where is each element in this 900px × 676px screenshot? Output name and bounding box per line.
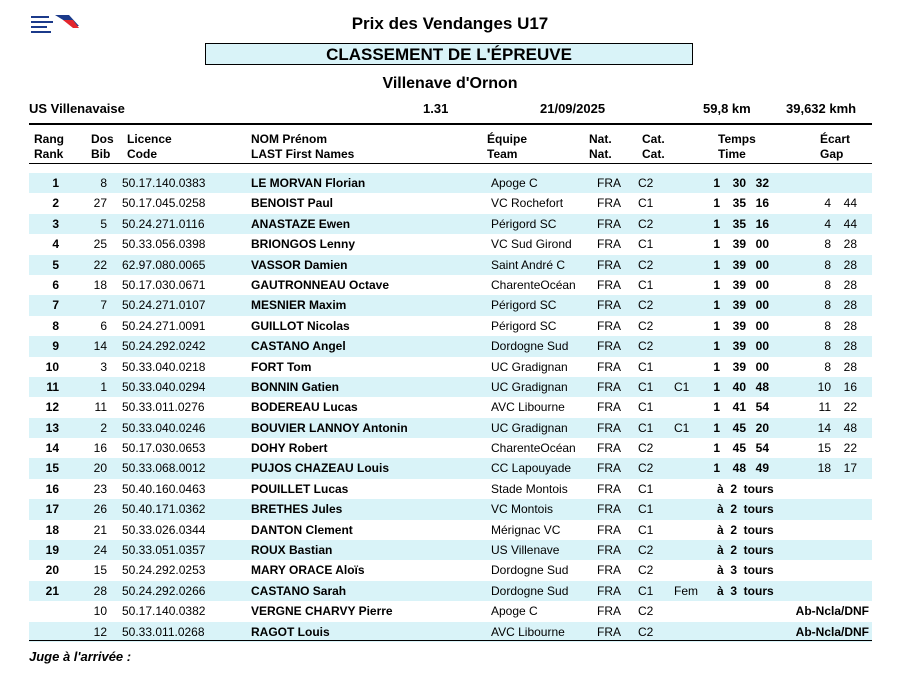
table-row	[29, 479, 872, 499]
bib-cell: 25	[93, 237, 107, 252]
table-row	[29, 295, 872, 315]
bib-cell: 28	[93, 583, 107, 598]
licence-cell: 50.24.271.0091	[122, 318, 206, 333]
bib-cell: 11	[94, 400, 107, 415]
name-cell: PUJOS CHAZEAU Louis	[251, 461, 390, 476]
col-equipe: Équipe Team	[487, 132, 528, 161]
table-row	[29, 499, 872, 519]
bib-cell: 26	[93, 502, 107, 517]
team-cell: US Villenave	[491, 543, 560, 558]
time-seconds-cell: 16	[755, 196, 769, 211]
organizer-club: US Villenavaise	[29, 101, 125, 116]
cat-cell: C1	[638, 277, 654, 292]
table-row	[29, 540, 872, 560]
licence-cell: 50.17.030.0671	[122, 277, 206, 292]
name-cell: MARY ORACE Aloïs	[251, 563, 365, 578]
licence-cell: 50.24.271.0116	[122, 216, 205, 231]
nat-cell: FRA	[597, 441, 621, 456]
name-cell: BENOIST Paul	[251, 196, 334, 211]
laps-behind-cell: à 3 tours	[717, 563, 774, 578]
gap-seconds-cell: 28	[843, 318, 857, 333]
licence-cell: 50.33.026.0344	[122, 522, 206, 537]
licence-cell: 50.33.068.0012	[122, 461, 206, 476]
table-row	[29, 357, 872, 377]
col-nat: Nat. Nat.	[589, 132, 612, 161]
licence-cell: 50.33.040.0246	[122, 420, 206, 435]
name-cell: BOUVIER LANNOY Antonin	[251, 420, 408, 435]
rank-cell: 12	[45, 400, 59, 415]
page-title: Prix des Vendanges U17	[351, 14, 549, 33]
name-cell: BRIONGOS Lenny	[251, 237, 356, 252]
time-hours-cell: 1	[713, 277, 720, 292]
gap-minutes-cell: 8	[824, 237, 831, 252]
rank-cell: 19	[45, 543, 59, 558]
gap-minutes-cell: 8	[824, 298, 831, 313]
team-cell: Périgord SC	[491, 318, 557, 333]
team-cell: AVC Libourne	[491, 400, 565, 415]
licence-cell: 50.17.045.0258	[122, 196, 206, 211]
gap-minutes-cell: 4	[824, 216, 831, 231]
table-row	[29, 275, 872, 295]
column-header-rule	[29, 163, 872, 164]
nat-cell: FRA	[597, 502, 621, 517]
table-row	[29, 601, 872, 621]
team-cell: Stade Montois	[491, 481, 568, 496]
licence-cell: 62.97.080.0065	[122, 257, 206, 272]
time-hours-cell: 1	[713, 441, 720, 456]
team-cell: VC Sud Girond	[491, 237, 572, 252]
bib-cell: 12	[93, 624, 107, 639]
col-nom: NOM Prénom LAST First Names	[251, 132, 355, 161]
nat-cell: FRA	[597, 196, 621, 211]
laps-behind-cell: à 2 tours	[717, 522, 774, 537]
time-seconds-cell: 49	[755, 461, 769, 476]
cat-cell: C2	[638, 216, 654, 231]
team-cell: UC Gradignan	[491, 359, 568, 374]
gap-seconds-cell: 44	[843, 216, 857, 231]
nat-cell: FRA	[597, 604, 621, 619]
bib-cell: 15	[93, 563, 107, 578]
team-cell: CharenteOcéan	[491, 277, 576, 292]
table-row	[29, 255, 872, 275]
gap-seconds-cell: 28	[843, 237, 857, 252]
time-minutes-cell: 48	[732, 461, 746, 476]
team-cell: AVC Libourne	[491, 624, 565, 639]
nat-cell: FRA	[597, 420, 621, 435]
rank-cell: 11	[46, 379, 59, 394]
nat-cell: FRA	[597, 359, 621, 374]
licence-cell: 50.40.171.0362	[122, 502, 206, 517]
gap-seconds-cell: 16	[843, 379, 857, 394]
bib-cell: 18	[93, 277, 107, 292]
bib-cell: 16	[93, 441, 107, 456]
time-seconds-cell: 00	[755, 298, 769, 313]
rank-cell: 13	[45, 420, 59, 435]
col-rang: Rang Rank	[34, 132, 64, 161]
nat-cell: FRA	[597, 277, 621, 292]
table-row	[29, 377, 872, 397]
average-speed: 39,632 kmh	[786, 101, 857, 116]
licence-cell: 50.33.051.0357	[122, 543, 206, 558]
team-cell: Apoge C	[491, 604, 538, 619]
table-row	[29, 193, 872, 213]
cat-cell: C1	[638, 583, 654, 598]
name-cell: BRETHES Jules	[251, 502, 343, 517]
cat-cell: C1	[638, 420, 654, 435]
bib-cell: 2	[100, 420, 107, 435]
time-hours-cell: 1	[713, 298, 720, 313]
team-cell: VC Montois	[491, 502, 554, 517]
rank-cell: 17	[45, 502, 59, 517]
results-table	[29, 173, 872, 642]
gap-minutes-cell: 8	[824, 359, 831, 374]
laps-behind-cell: à 2 tours	[717, 502, 774, 517]
team-cell: Dordogne Sud	[491, 583, 569, 598]
bib-cell: 5	[100, 216, 107, 231]
nat-cell: FRA	[597, 481, 621, 496]
time-minutes-cell: 39	[732, 298, 746, 313]
cat-cell: C1	[638, 196, 654, 211]
table-row	[29, 173, 872, 193]
nat-cell: FRA	[597, 522, 621, 537]
cat-cell: C2	[638, 461, 654, 476]
gap-seconds-cell: 28	[843, 359, 857, 374]
time-hours-cell: 1	[713, 176, 720, 190]
bib-cell: 6	[100, 318, 107, 333]
race-distance: 59,8 km	[703, 101, 751, 116]
nat-cell: FRA	[597, 216, 621, 231]
table-row	[29, 214, 872, 234]
bib-cell: 10	[93, 604, 107, 619]
licence-cell: 50.17.030.0653	[122, 441, 206, 456]
nat-cell: FRA	[597, 298, 621, 313]
rank-cell: 16	[45, 481, 59, 496]
name-cell: FORT Tom	[251, 359, 312, 374]
gap-minutes-cell: 18	[817, 461, 831, 476]
time-minutes-cell: 39	[732, 339, 746, 354]
time-seconds-cell: 00	[755, 359, 769, 374]
rank-cell: 8	[52, 318, 59, 333]
table-row	[29, 560, 872, 580]
time-seconds-cell: 32	[755, 176, 769, 190]
rank-cell: 7	[52, 298, 59, 313]
time-seconds-cell: 54	[755, 400, 769, 415]
name-cell: ANASTAZE Ewen	[251, 216, 351, 231]
bib-cell: 3	[100, 359, 107, 374]
licence-cell: 50.24.292.0253	[122, 563, 206, 578]
time-hours-cell: 1	[713, 359, 720, 374]
nat-cell: FRA	[597, 563, 621, 578]
rank-cell: 3	[52, 216, 59, 231]
cat-cell: C1	[638, 502, 654, 517]
bib-cell: 27	[93, 196, 107, 211]
gap-minutes-cell: 4	[824, 196, 831, 211]
nat-cell: FRA	[597, 257, 621, 272]
rank-cell: 1	[52, 176, 59, 190]
licence-cell: 50.40.160.0463	[122, 481, 206, 496]
table-row	[29, 438, 872, 458]
team-cell: Périgord SC	[491, 298, 557, 313]
time-hours-cell: 1	[713, 196, 720, 211]
time-hours-cell: 1	[713, 339, 720, 354]
name-cell: BONNIN Gatien	[251, 379, 340, 394]
nat-cell: FRA	[597, 237, 621, 252]
table-row	[29, 397, 872, 417]
nat-cell: FRA	[597, 543, 621, 558]
time-minutes-cell: 35	[732, 216, 746, 231]
time-hours-cell: 1	[713, 318, 720, 333]
name-cell: GUILLOT Nicolas	[251, 318, 350, 333]
cat-cell: C2	[638, 298, 654, 313]
gap-seconds-cell: 28	[843, 257, 857, 272]
bib-cell: 22	[93, 257, 107, 272]
time-seconds-cell: 00	[755, 257, 769, 272]
laps-behind-cell: à 2 tours	[717, 481, 774, 496]
cat2-cell: C1	[674, 420, 690, 435]
team-cell: UC Gradignan	[491, 420, 568, 435]
race-city: Villenave d'Ornon	[382, 75, 518, 92]
col-ecart: Écart Gap	[820, 132, 851, 161]
cat-cell: C1	[638, 379, 654, 394]
nat-cell: FRA	[597, 339, 621, 354]
nat-cell: FRA	[597, 461, 621, 476]
gap-seconds-cell: 28	[843, 298, 857, 313]
licence-cell: 50.33.040.0294	[122, 379, 206, 394]
licence-cell: 50.24.292.0266	[122, 583, 206, 598]
gap-minutes-cell: 8	[824, 257, 831, 272]
name-cell: DANTON Clement	[251, 522, 353, 537]
team-cell: Mérignac VC	[491, 522, 561, 537]
table-row	[29, 336, 872, 356]
team-cell: VC Rochefort	[491, 196, 564, 211]
gap-seconds-cell: 28	[843, 339, 857, 354]
col-temps: Temps Time	[718, 132, 756, 161]
time-minutes-cell: 35	[732, 196, 746, 211]
name-cell: MESNIER Maxim	[251, 298, 347, 313]
time-seconds-cell: 00	[755, 277, 769, 292]
licence-cell: 50.33.040.0218	[122, 359, 206, 374]
licence-cell: 50.17.140.0382	[122, 604, 206, 619]
table-row	[29, 418, 872, 438]
bib-cell: 8	[100, 176, 107, 190]
time-minutes-cell: 39	[732, 318, 746, 333]
rank-cell: 21	[45, 583, 59, 598]
time-minutes-cell: 45	[732, 441, 746, 456]
time-seconds-cell: 54	[755, 441, 769, 456]
team-cell: Dordogne Sud	[491, 563, 569, 578]
name-cell: CASTANO Sarah	[251, 583, 347, 598]
gap-seconds-cell: 44	[843, 196, 857, 211]
time-hours-cell: 1	[713, 379, 720, 394]
time-seconds-cell: 20	[755, 420, 769, 435]
gap-seconds-cell: 22	[843, 400, 857, 415]
gap-minutes-cell: 8	[824, 339, 831, 354]
bib-cell: 24	[93, 543, 107, 558]
gap-minutes-cell: 14	[817, 420, 831, 435]
cat2-cell: Fem	[674, 583, 698, 598]
table-bottom-rule	[29, 640, 872, 641]
name-cell: BODEREAU Lucas	[251, 400, 358, 415]
time-minutes-cell: 45	[732, 420, 746, 435]
table-row	[29, 316, 872, 336]
time-minutes-cell: 39	[732, 277, 746, 292]
team-cell: UC Gradignan	[491, 379, 568, 394]
cat-cell: C2	[638, 339, 654, 354]
time-hours-cell: 1	[713, 257, 720, 272]
name-cell: GAUTRONNEAU Octave	[251, 277, 390, 292]
team-cell: CharenteOcéan	[491, 441, 576, 456]
time-hours-cell: 1	[713, 216, 720, 231]
table-row	[29, 520, 872, 540]
rank-cell: 5	[52, 257, 59, 272]
race-date: 21/09/2025	[540, 101, 606, 116]
nat-cell: FRA	[597, 379, 621, 394]
bib-cell: 14	[93, 339, 107, 354]
time-seconds-cell: 00	[755, 318, 769, 333]
gap-minutes-cell: 8	[824, 318, 831, 333]
cat-cell: C2	[638, 543, 654, 558]
bib-cell: 23	[93, 481, 107, 496]
rank-cell: 6	[52, 277, 59, 292]
rank-cell: 4	[52, 237, 59, 252]
status-cell: Ab-Ncla/DNF	[795, 604, 869, 619]
cat-cell: C1	[638, 237, 654, 252]
nat-cell: FRA	[597, 400, 621, 415]
bib-cell: 1	[100, 379, 107, 394]
time-hours-cell: 1	[713, 237, 720, 252]
gap-minutes-cell: 10	[817, 379, 831, 394]
name-cell: VASSOR Damien	[251, 257, 348, 272]
col-dos: Dos Bib	[91, 132, 114, 161]
gap-minutes-cell: 8	[824, 277, 831, 292]
team-cell: Saint André C	[491, 257, 566, 272]
nat-cell: FRA	[597, 583, 621, 598]
table-row	[29, 458, 872, 478]
time-hours-cell: 1	[713, 400, 720, 415]
cat-cell: C1	[638, 359, 654, 374]
gap-seconds-cell: 22	[843, 441, 857, 456]
laps-behind-cell: à 2 tours	[717, 543, 774, 558]
rank-cell: 9	[52, 339, 59, 354]
table-row	[29, 622, 872, 642]
rank-cell: 2	[52, 196, 59, 211]
cat-cell: C2	[638, 624, 654, 639]
rank-cell: 20	[45, 563, 59, 578]
licence-cell: 50.33.011.0268	[122, 624, 205, 639]
bib-cell: 21	[93, 522, 107, 537]
cat-cell: C1	[638, 400, 654, 415]
gap-seconds-cell: 28	[843, 277, 857, 292]
licence-cell: 50.33.011.0276	[122, 400, 205, 415]
classification-banner: CLASSEMENT DE L'ÉPREUVE	[205, 43, 693, 65]
team-cell: Périgord SC	[491, 216, 557, 231]
name-cell: LE MORVAN Florian	[251, 176, 366, 190]
rank-cell: 14	[45, 441, 59, 456]
finish-judge-label: Juge à l'arrivée :	[29, 649, 132, 664]
time-minutes-cell: 39	[732, 237, 746, 252]
header-rule	[29, 123, 872, 125]
name-cell: POUILLET Lucas	[251, 481, 349, 496]
time-hours-cell: 1	[713, 420, 720, 435]
cat-cell: C2	[638, 318, 654, 333]
race-code: 1.31	[423, 101, 449, 116]
name-cell: CASTANO Angel	[251, 339, 346, 354]
nat-cell: FRA	[597, 176, 621, 190]
cat-cell: C2	[638, 604, 654, 619]
time-seconds-cell: 48	[755, 379, 769, 394]
time-seconds-cell: 00	[755, 339, 769, 354]
team-cell: Apoge C	[491, 176, 538, 190]
time-minutes-cell: 40	[732, 379, 746, 394]
name-cell: RAGOT Louis	[251, 624, 330, 639]
rank-cell: 18	[45, 522, 59, 537]
status-cell: Ab-Ncla/DNF	[795, 624, 869, 639]
nat-cell: FRA	[597, 318, 621, 333]
cat-cell: C1	[638, 481, 654, 496]
col-licence: Licence Code	[127, 132, 172, 161]
table-row	[29, 581, 872, 601]
laps-behind-cell: à 3 tours	[717, 583, 774, 598]
gap-seconds-cell: 17	[843, 461, 857, 476]
team-cell: Dordogne Sud	[491, 339, 569, 354]
table-row	[29, 234, 872, 254]
name-cell: VERGNE CHARVY Pierre	[251, 604, 393, 619]
cat-cell: C2	[638, 441, 654, 456]
cat2-cell: C1	[674, 379, 690, 394]
cat-cell: C2	[638, 563, 654, 578]
time-minutes-cell: 39	[732, 257, 746, 272]
team-cell: CC Lapouyade	[491, 461, 572, 476]
licence-cell: 50.24.271.0107	[122, 298, 206, 313]
licence-cell: 50.33.056.0398	[122, 237, 206, 252]
time-minutes-cell: 39	[732, 359, 746, 374]
gap-minutes-cell: 11	[818, 400, 831, 415]
name-cell: DOHY Robert	[251, 441, 328, 456]
bib-cell: 7	[100, 298, 107, 313]
time-hours-cell: 1	[713, 461, 720, 476]
cat-cell: C2	[638, 176, 654, 190]
nat-cell: FRA	[597, 624, 621, 639]
rank-cell: 10	[45, 359, 59, 374]
time-minutes-cell: 30	[732, 176, 746, 190]
licence-cell: 50.24.292.0242	[122, 339, 206, 354]
gap-minutes-cell: 15	[817, 441, 831, 456]
rank-cell: 15	[45, 461, 59, 476]
name-cell: ROUX Bastian	[251, 543, 333, 558]
licence-cell: 50.17.140.0383	[122, 176, 206, 190]
col-cat: Cat. Cat.	[642, 132, 665, 161]
time-seconds-cell: 00	[755, 237, 769, 252]
time-minutes-cell: 41	[732, 400, 746, 415]
time-seconds-cell: 16	[755, 216, 769, 231]
bib-cell: 20	[93, 461, 107, 476]
cat-cell: C2	[638, 257, 654, 272]
cat-cell: C1	[638, 522, 654, 537]
gap-seconds-cell: 48	[843, 420, 857, 435]
